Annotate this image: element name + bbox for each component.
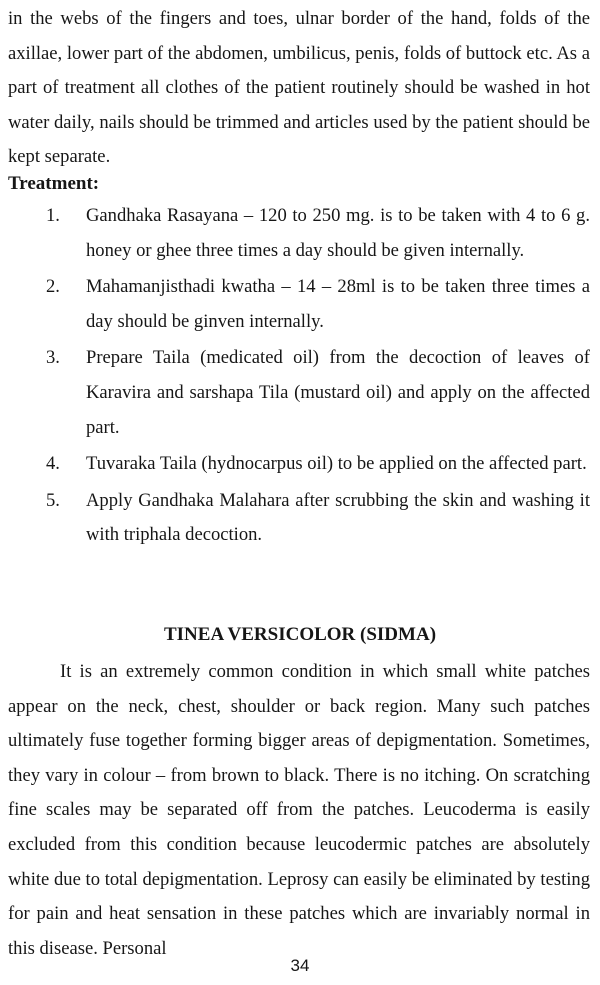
list-item-text: Mahamanjisthadi kwatha – 14 – 28ml is to be taken three times a day should be ginven internally. [86, 276, 590, 332]
list-number: 5. [46, 489, 60, 511]
list-item-text: Prepare Taila (medicated oil) from the decoction of leaves of Karavira and sarshapa Tila (mustard oil) and apply on the affected part. [86, 347, 590, 438]
treatment-item-2 [0, 270, 590, 339]
page-number: 34 [290, 956, 310, 975]
list-number: 1. [46, 205, 60, 226]
list-number: 4. [46, 453, 60, 475]
treatment-heading: Treatment: [8, 173, 100, 194]
list-number: 2. [46, 276, 60, 298]
treatment-item-4 [0, 447, 590, 482]
list-item-text: Gandhaka Rasayana – 120 to 250 mg. is to be taken with 4 to 6 g. honey or ghee three times a day should be given internally. [86, 205, 590, 261]
intro-paragraph: in the webs of the fingers and toes, ulnar border of the hand, folds of the axillae, lower part of the abdomen, umbilicus, penis, folds of buttock etc. As a part of treatment all clothes of the patient routinely should be washed in hot water daily, nails should be trimmed and articles used by the patient should be kept separate. [8, 8, 590, 168]
list-item-text: Apply Gandhaka Malahara after scrubbing the skin and washing it with triphala decoction. [86, 489, 590, 546]
list-item-text: Tuvaraka Taila (hydnocarpus oil) to be applied on the affected part. [86, 453, 587, 475]
treatment-list [0, 199, 600, 555]
treatment-item-3 [0, 341, 590, 445]
section-paragraph: It is an extremely common condition in which small white patches appear on the neck, chest, shoulder or back region. Many such patches ultimately fuse together forming bigger areas of depigmentation. Sometimes, they vary in colour – from brown to black. There is no itching. On scratching fine scales may be separated off from the patches. Leucoderma is easily excluded from this condition because leucodermic patches are absolutely white due to total depigmentation. Leprosy can easily be eliminated by testing for pain and heat sensation in these patches which are invariably normal in this disease. Personal [8, 661, 590, 959]
treatment-item-1 [0, 199, 590, 268]
section-title: TINEA VERSICOLOR (SIDMA) [163, 624, 437, 645]
treatment-item-5 [0, 484, 590, 553]
list-number: 3. [46, 347, 60, 369]
